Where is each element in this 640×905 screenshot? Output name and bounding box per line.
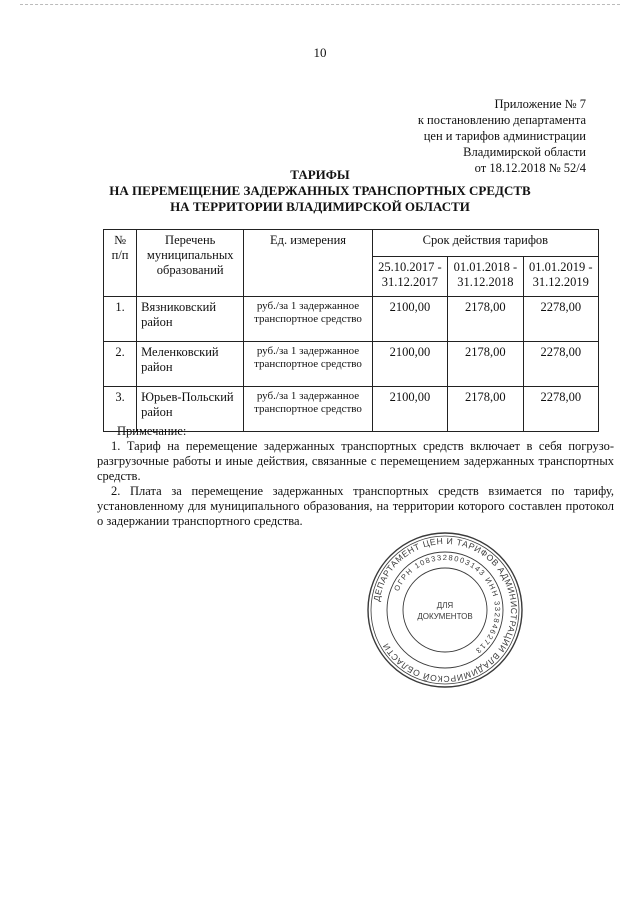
header-period: 25.10.2017 - 31.12.2017 — [372, 257, 447, 297]
appendix-line: к постановлению департамента — [417, 113, 586, 127]
appendix-line: от 18.12.2018 № 52/4 — [474, 161, 586, 175]
row-name: Вязниковский район — [137, 297, 244, 342]
header-period-group: Срок действия тарифов — [372, 230, 598, 257]
seal-outer-text: ДЕПАРТАМЕНТ ЦЕН И ТАРИФОВ АДМИНИСТРАЦИИ ВЛАДИМИРСКОЙ ОБЛАСТИ — [371, 535, 520, 685]
header-unit: Ед. измерения — [244, 230, 372, 297]
row-value: 2100,00 — [372, 297, 447, 342]
row-name: Юрьев-Польский район — [137, 387, 244, 432]
row-num: 2. — [104, 342, 137, 387]
row-value: 2278,00 — [523, 342, 598, 387]
seal-center-line: ДЛЯ — [436, 601, 454, 610]
appendix-block — [418, 96, 586, 176]
table-row — [104, 342, 599, 387]
official-seal — [365, 530, 525, 690]
appendix-line: Владимирской области — [463, 145, 586, 159]
title-line: НА ПЕРЕМЕЩЕНИЕ ЗАДЕРЖАННЫХ ТРАНСПОРТНЫХ СРЕДСТВ — [109, 183, 531, 198]
row-value: 2178,00 — [448, 342, 523, 387]
row-value: 2100,00 — [372, 387, 447, 432]
table-header-row — [104, 230, 599, 257]
header-period: 01.01.2018 - 31.12.2018 — [448, 257, 523, 297]
row-unit-text: руб./за 1 задержанное транспортное средство — [254, 300, 362, 325]
row-unit-text: руб./за 1 задержанное транспортное средство — [254, 390, 362, 415]
header-num: № п/п — [104, 230, 137, 297]
row-value: 2278,00 — [523, 297, 598, 342]
appendix-line: цен и тарифов администрации — [423, 129, 586, 143]
tariff-table — [103, 229, 599, 432]
row-num: 1. — [104, 297, 137, 342]
notes-heading: Примечание: — [117, 424, 187, 438]
table-row — [104, 297, 599, 342]
seal-inner-text: ОГРН 1083328003143 ИНН 3328462713 — [392, 552, 503, 657]
row-unit — [244, 342, 372, 387]
title-line: ТАРИФЫ — [290, 167, 350, 182]
row-unit — [244, 297, 372, 342]
row-value: 2178,00 — [448, 297, 523, 342]
row-num: 3. — [104, 387, 137, 432]
scan-top-border — [20, 4, 620, 5]
appendix-line: Приложение № 7 — [494, 97, 586, 111]
seal-center-line: ДОКУМЕНТОВ — [417, 612, 473, 621]
row-name: Меленковский район — [137, 342, 244, 387]
document-title — [0, 167, 640, 215]
header-period: 01.01.2019 - 31.12.2019 — [523, 257, 598, 297]
title-line: НА ТЕРРИТОРИИ ВЛАДИМИРСКОЙ ОБЛАСТИ — [170, 199, 470, 214]
page-number: 10 — [313, 45, 327, 60]
row-value: 2278,00 — [523, 387, 598, 432]
row-value: 2100,00 — [372, 342, 447, 387]
note-item: 1. Тариф на перемещение задержанных транспортных средств включает в себя погрузо-разгрузочные работы и иные действия, связанные с перемещением задержанных транспортных средств. — [97, 439, 614, 483]
note-item: 2. Плата за перемещение задержанных транспортных средств взимается по тарифу, установленному для муниципального образования, на территории которого составлен протокол о задержании транспортного средства. — [97, 484, 614, 528]
notes-section — [97, 424, 614, 529]
row-value: 2178,00 — [448, 387, 523, 432]
row-unit-text: руб./за 1 задержанное транспортное средство — [254, 345, 362, 370]
header-name: Перечень муниципальных образований — [137, 230, 244, 297]
